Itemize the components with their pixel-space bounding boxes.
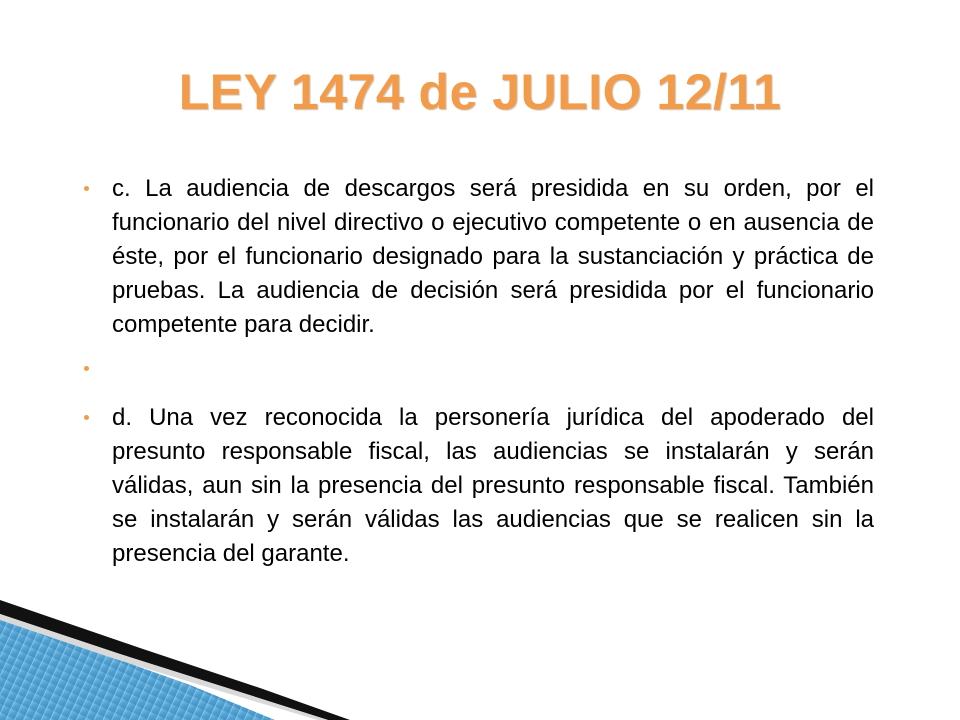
bullet-item	[84, 401, 874, 571]
corner-decoration	[0, 580, 960, 720]
bullet-item-empty	[84, 352, 874, 386]
bullet-text: d. Una vez reconocida la personería jurídica del apoderado del presunto responsable fiscal, las audiencias se instalarán y serán válidas, aun sin la presencia del presunto responsable fiscal. También se instalarán y serán válidas las audiencias que se realicen sin la presencia del garante.	[112, 404, 874, 567]
slide-title: LEY 1474 de JULIO 12/11	[178, 64, 782, 120]
bullet-dot-icon	[84, 415, 89, 420]
bullet-item	[84, 172, 874, 342]
bullet-dot-icon	[84, 186, 89, 191]
bullet-dot-icon	[84, 366, 89, 371]
bullet-text: c. La audiencia de descargos será presidida en su orden, por el funcionario del nivel directivo o ejecutivo competente o en ausencia de éste, por el funcionario designado para la sustanciación y práctica de pruebas. La audiencia de decisión será presidida por el funcionario competente para decidir.	[112, 175, 874, 338]
bullet-list	[84, 172, 874, 571]
